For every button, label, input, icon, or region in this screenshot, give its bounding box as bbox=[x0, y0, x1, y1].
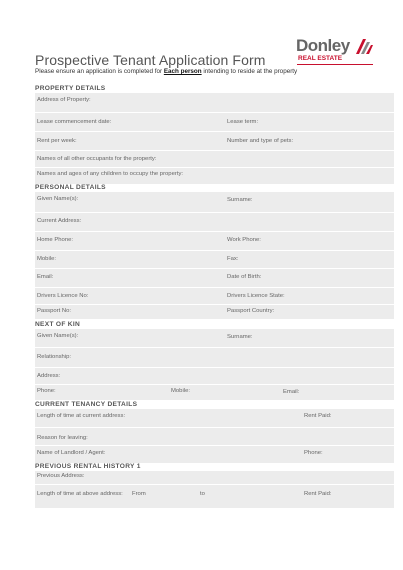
row-divider bbox=[35, 384, 394, 385]
form-title: Prospective Tenant Application Form bbox=[35, 52, 266, 68]
label-home-phone: Home Phone: bbox=[37, 237, 74, 243]
logo-subtitle: REAL ESTATE bbox=[298, 55, 343, 62]
logo-wordmark: Donley bbox=[296, 36, 350, 55]
section-heading-property: PROPERTY DETAILS bbox=[35, 85, 106, 92]
row-divider bbox=[35, 304, 394, 305]
house-roof-icon bbox=[354, 37, 374, 55]
section-heading-personal: PERSONAL DETAILS bbox=[35, 184, 106, 191]
row-divider bbox=[35, 231, 394, 232]
row-divider bbox=[35, 445, 394, 446]
label-kin-email: Email: bbox=[283, 389, 300, 395]
label-rent-per-week: Rent per week: bbox=[37, 138, 77, 144]
row-divider bbox=[35, 150, 394, 151]
label-pets: Number and type of pets: bbox=[227, 138, 294, 144]
label-email: Email: bbox=[37, 274, 54, 280]
label-kin-relationship: Relationship: bbox=[37, 354, 72, 360]
row-divider bbox=[35, 427, 394, 428]
label-kin-surname: Surname: bbox=[227, 334, 253, 340]
row-divider bbox=[35, 212, 394, 213]
label-surname: Surname: bbox=[227, 197, 253, 203]
label-kin-given-names: Given Name(s): bbox=[37, 333, 79, 339]
label-landlord-phone: Phone: bbox=[304, 450, 323, 456]
label-children: Names and ages of any children to occupy the property: bbox=[37, 171, 184, 177]
row-divider bbox=[35, 287, 394, 288]
label-landlord: Name of Landlord / Agent: bbox=[37, 450, 106, 456]
label-property-address: Address of Property: bbox=[37, 97, 91, 103]
label-reason-leaving: Reason for leaving: bbox=[37, 435, 88, 441]
form-instructions bbox=[35, 68, 297, 75]
label-date-of-birth: Date of Birth: bbox=[227, 274, 262, 280]
label-mobile: Mobile: bbox=[37, 256, 56, 262]
label-length-previous: Length of time at above address: bbox=[37, 491, 123, 497]
instructions-text-start: Please ensure an application is completed for bbox=[35, 68, 164, 75]
row-divider bbox=[35, 250, 394, 251]
instructions-emphasis: Each person bbox=[163, 68, 202, 75]
label-length-current: Length of time at current address: bbox=[37, 413, 126, 419]
row-divider bbox=[35, 268, 394, 269]
label-to: to bbox=[200, 491, 205, 497]
section-heading-previous: PREVIOUS RENTAL HISTORY 1 bbox=[35, 463, 141, 470]
label-other-occupants: Names of all other occupants for the property: bbox=[37, 156, 157, 162]
label-given-names: Given Name(s): bbox=[37, 196, 79, 202]
row-divider bbox=[35, 484, 394, 485]
label-previous-address: Previous Address: bbox=[37, 473, 85, 479]
label-kin-phone: Phone: bbox=[37, 388, 56, 394]
label-current-address: Current Address: bbox=[37, 218, 82, 224]
row-divider bbox=[35, 131, 394, 132]
instructions-text-end: intending to reside at the property bbox=[201, 68, 298, 75]
section-heading-tenancy: CURRENT TENANCY DETAILS bbox=[35, 401, 138, 408]
label-licence-state: Drivers Licence State: bbox=[227, 293, 285, 299]
label-current-rent-paid: Rent Paid: bbox=[304, 413, 332, 419]
label-lease-commencement: Lease commencement date: bbox=[37, 119, 112, 125]
label-lease-term: Lease term: bbox=[227, 119, 259, 125]
label-passport-no: Passport No: bbox=[37, 308, 72, 314]
label-passport-country: Passport Country: bbox=[227, 308, 275, 314]
row-divider bbox=[35, 167, 394, 168]
label-work-phone: Work Phone: bbox=[227, 237, 261, 243]
label-from: From bbox=[132, 491, 146, 497]
section-heading-kin: NEXT OF KIN bbox=[35, 321, 81, 328]
row-divider bbox=[35, 367, 394, 368]
label-kin-mobile: Mobile: bbox=[171, 388, 190, 394]
previous-rental-fields bbox=[35, 471, 394, 508]
label-licence-no: Drivers Licence No: bbox=[37, 293, 89, 299]
label-kin-address: Address: bbox=[37, 373, 61, 379]
logo-underline bbox=[297, 64, 373, 65]
next-of-kin-fields bbox=[35, 329, 394, 400]
company-logo bbox=[296, 36, 374, 66]
label-previous-rent-paid: Rent Paid: bbox=[304, 491, 332, 497]
label-fax: Fax: bbox=[227, 256, 239, 262]
row-divider bbox=[35, 112, 394, 113]
row-divider bbox=[35, 347, 394, 348]
